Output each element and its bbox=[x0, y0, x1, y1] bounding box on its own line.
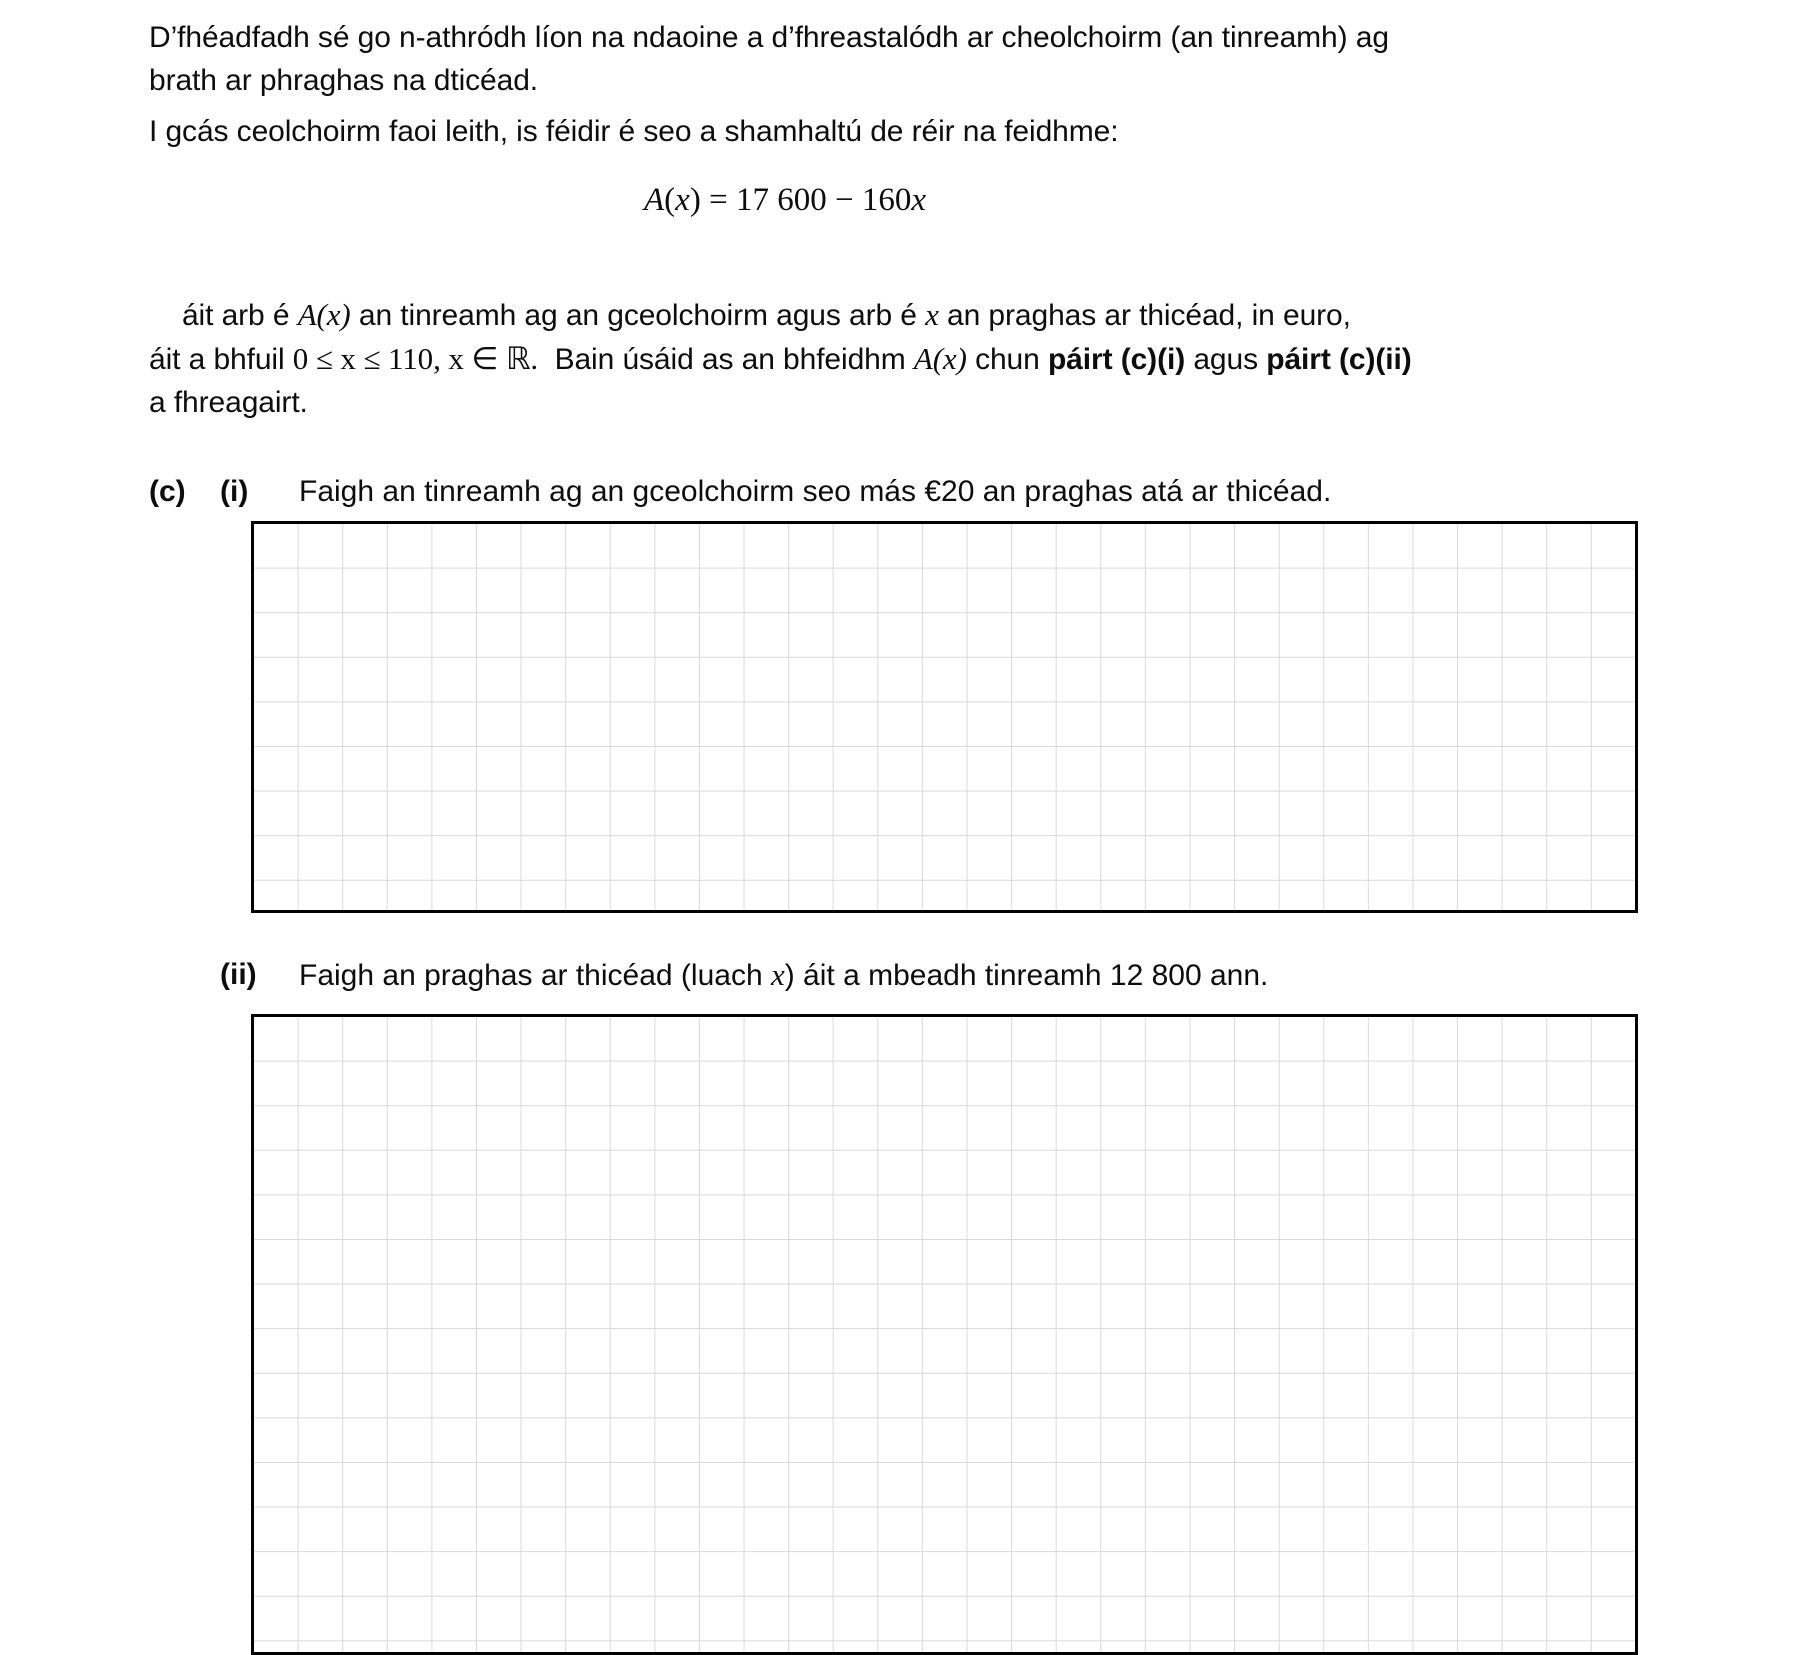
formula-variable: x bbox=[675, 182, 690, 218]
formula-equals: = bbox=[700, 182, 736, 218]
where-line1-part-c: an praghas ar thicéad, in euro, bbox=[938, 299, 1351, 332]
formula-operator-minus: − bbox=[826, 182, 862, 218]
question-number-i: (i) bbox=[220, 475, 249, 508]
where-line2-part-c: chun bbox=[966, 343, 1048, 376]
question-cii-part-a: Faigh an praghas ar thicéad (luach bbox=[299, 959, 771, 992]
question-cii-variable: x bbox=[770, 957, 785, 992]
where-line2-part-a: áit a bhfuil bbox=[149, 343, 293, 376]
where-line1-part-a: áit arb é bbox=[181, 299, 298, 332]
question-number-ii: (ii) bbox=[220, 958, 257, 991]
where-line1-part-b: an tinreamh ag an gceolchoirm agus arb é bbox=[350, 299, 926, 332]
where-line2-part-d: agus bbox=[1185, 343, 1267, 376]
answer-grid-box-ci[interactable] bbox=[251, 521, 1638, 913]
question-cii-part-b: ) áit a mbeadh tinreamh 12 800 ann. bbox=[784, 959, 1269, 992]
formula-variable-term: x bbox=[911, 182, 926, 218]
where-line3: a fhreagairt. bbox=[149, 386, 308, 419]
formula-open-paren: ( bbox=[664, 182, 676, 218]
where-line2-function: A(x) bbox=[913, 341, 967, 376]
where-line2-bold-part-ci: páirt (c)(i) bbox=[1047, 343, 1186, 376]
question-part-letter-c: (c) bbox=[149, 475, 186, 508]
formula-coefficient: 160 bbox=[861, 182, 912, 218]
where-line1-variable: x bbox=[925, 297, 939, 332]
question-text-cii bbox=[299, 955, 1268, 996]
formula-close-paren: ) bbox=[689, 182, 701, 218]
where-line2-bold-part-cii: páirt (c)(ii) bbox=[1266, 343, 1412, 376]
question-text-ci: Faigh an tinreamh ag an gceolchoirm seo más €20 an praghas atá ar thicéad. bbox=[299, 475, 1332, 508]
intro-paragraph: D’fhéadfadh sé go n-athródh líon na ndaoine a d’fhreastalódh ar cheolchoirm (an tinreamh) ag brath ar phraghas na dticéad. bbox=[149, 21, 1398, 97]
where-line1-function: A(x) bbox=[297, 297, 351, 332]
function-formula bbox=[0, 178, 1570, 222]
formula-function-name: A bbox=[644, 182, 665, 218]
domain-explanation-paragraph bbox=[149, 250, 1469, 467]
formula-constant: 17 600 bbox=[735, 182, 827, 218]
where-line2-part-b: Bain úsáid as an bhfeidhm bbox=[538, 343, 914, 376]
answer-grid-box-cii[interactable] bbox=[251, 1014, 1638, 1655]
model-case-paragraph: I gcás ceolchoirm faoi leith, is féidir é seo a shamhaltú de réir na feidhme: bbox=[149, 115, 1119, 148]
where-line2-domain: 0 ≤ x ≤ 110, x ∈ ℝ. bbox=[292, 341, 539, 376]
